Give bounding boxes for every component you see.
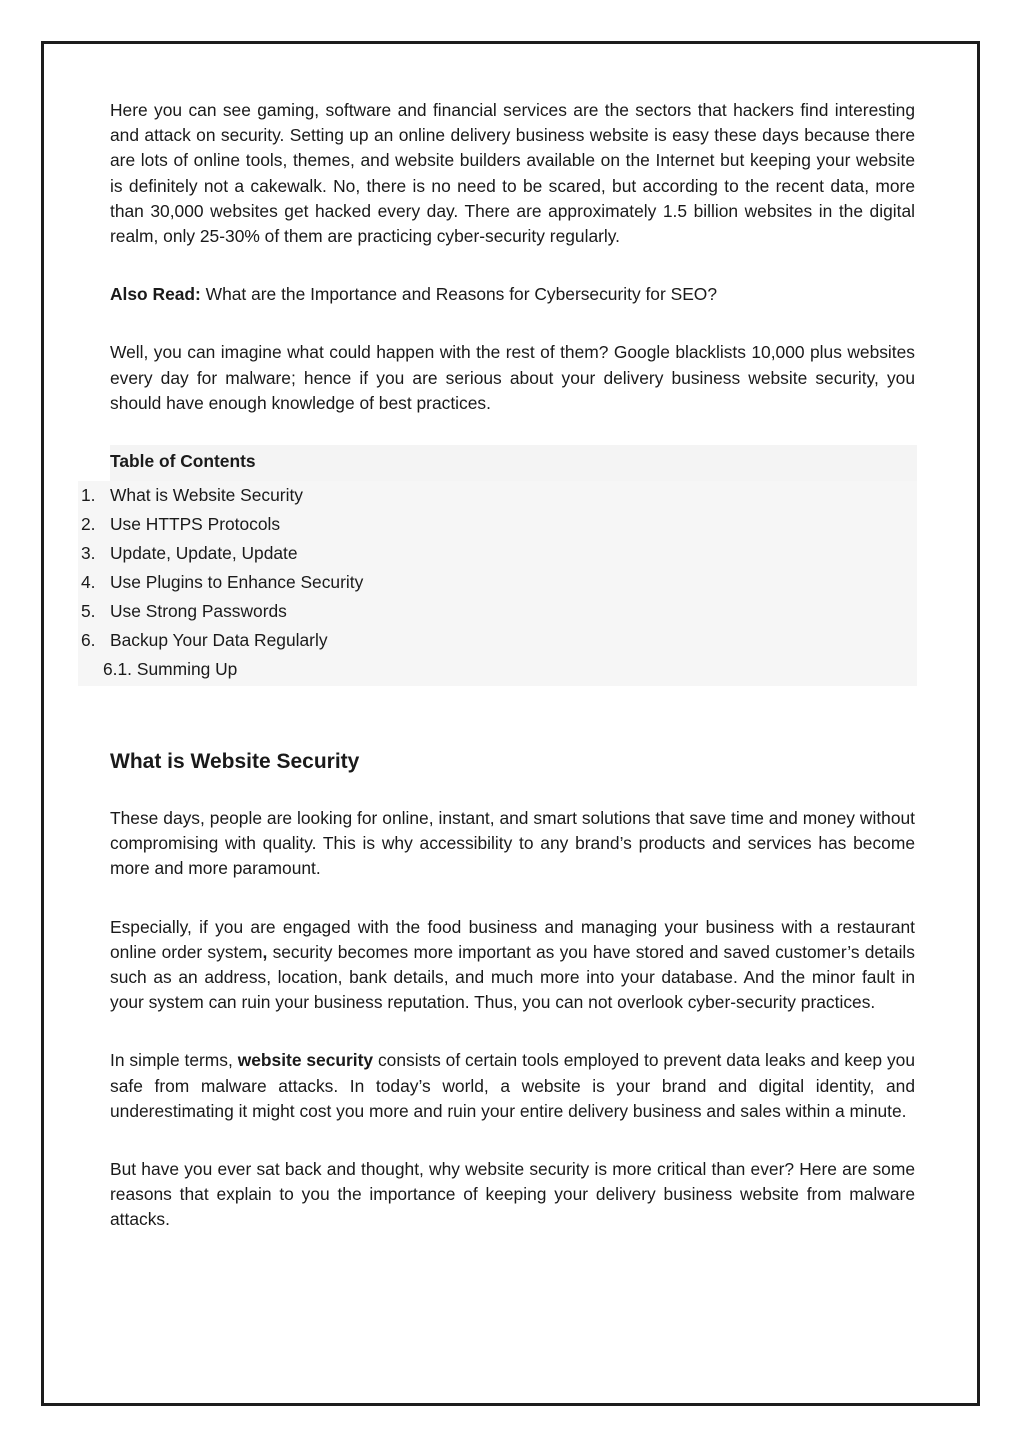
toc-item-label[interactable]: Use HTTPS Protocols bbox=[110, 514, 281, 535]
also-read-label: Also Read: bbox=[110, 284, 201, 305]
section-paragraph-3-part-b: consists of certain tools employed to prevent data leaks and keep you safe from malware attacks. In today’s world, a website is your brand and digital identity, and underestimating it might cost you more and ruin your entire delivery business and sales within a minute. bbox=[110, 1050, 915, 1121]
toc-item[interactable] bbox=[78, 539, 917, 568]
toc-item-number: 5. bbox=[81, 601, 96, 622]
toc-item[interactable] bbox=[78, 510, 917, 539]
section-paragraph-2-part-a[interactable]: Especially, if you are engaged with the food business and managing your business with a restaurant online order system bbox=[110, 916, 915, 962]
toc-item-label[interactable]: Backup Your Data Regularly bbox=[110, 630, 328, 651]
section-paragraph-3 bbox=[110, 1048, 915, 1124]
toc-item-number: 4. bbox=[81, 572, 96, 593]
section-paragraph-2-part-b: security becomes more important as you have stored and saved customer’s details such as an address, location, bank details, and much more into your database. And the minor fault in your system can ruin your business reputation. Thus, you can not overlook cyber-security practices. bbox=[110, 941, 915, 1013]
section-paragraph-3-part-a: In simple terms, bbox=[110, 1050, 238, 1071]
toc-item-label[interactable]: What is Website Security bbox=[110, 485, 303, 506]
section-paragraph-2-comma: , bbox=[262, 941, 268, 962]
toc-list bbox=[78, 481, 917, 686]
toc-item-number: 3. bbox=[81, 543, 96, 564]
toc-sub-item[interactable]: 6.1. Summing Up bbox=[103, 659, 238, 680]
toc-title: Table of Contents bbox=[110, 445, 917, 481]
intro-paragraph-2: Well, you can imagine what could happen with the rest of them? Google blacklists 10,000 plus websites every day for malware; hence if you are serious about your delivery business website security, you should have enough knowledge of best practices. bbox=[110, 342, 915, 413]
intro-paragraph-1: Here you can see gaming, software and financial services are the sectors that hackers find interesting and attack on security. Setting up an online delivery business website is easy these days because there are lots of online tools, themes, and website builders available on the Internet but keeping your website is definitely not a cakewalk. No, there is no need to be scared, but according to the recent data, more than 30,000 websites get hacked every day. There are approximately 1.5 billion websites in the digital realm, only 25-30% of them are practicing cyber-security regularly. bbox=[110, 100, 915, 247]
toc-item-label[interactable]: Use Plugins to Enhance Security bbox=[110, 572, 364, 593]
document-body bbox=[81, 98, 915, 1266]
section-paragraph-1: These days, people are looking for online, instant, and smart solutions that save time and money without compromising with quality. This is why accessibility to any brand’s products and services has become more and more paramount. bbox=[110, 808, 915, 879]
website-security-term: website security bbox=[237, 1050, 374, 1071]
toc-item-number: 2. bbox=[81, 514, 96, 535]
toc-item-number: 6. bbox=[81, 630, 96, 651]
toc-item[interactable] bbox=[78, 568, 917, 597]
section-paragraph-2 bbox=[110, 915, 915, 1016]
toc-item[interactable] bbox=[78, 626, 917, 655]
toc-item[interactable] bbox=[78, 481, 917, 510]
toc-item-label[interactable]: Update, Update, Update bbox=[110, 543, 298, 564]
toc-item-number: 1. bbox=[81, 485, 96, 506]
section-heading: What is Website Security bbox=[110, 750, 360, 774]
toc-item[interactable] bbox=[78, 597, 917, 626]
section-paragraph-4: But have you ever sat back and thought, why website security is more critical than ever? Here are some reasons that explain to you the importance of keeping your delivery business website from malware attacks. bbox=[110, 1159, 915, 1230]
toc-item-label[interactable]: Use Strong Passwords bbox=[110, 601, 287, 622]
also-read-link[interactable]: What are the Importance and Reasons for Cybersecurity for SEO? bbox=[200, 284, 718, 305]
table-of-contents bbox=[78, 445, 917, 686]
also-read-line bbox=[110, 282, 915, 307]
